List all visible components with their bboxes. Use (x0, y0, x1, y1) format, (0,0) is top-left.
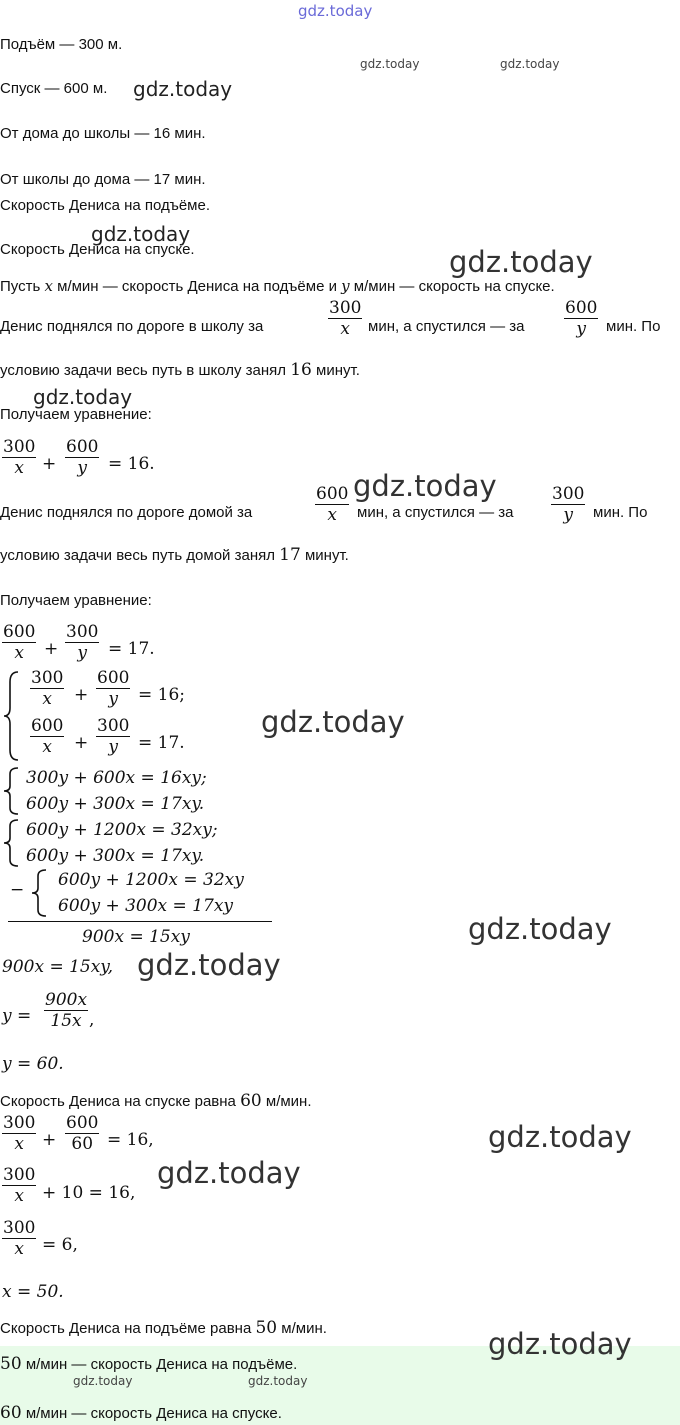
watermark: gdz.today (248, 1374, 308, 1388)
watermark: gdz.today (500, 57, 560, 71)
given-to-school: От дома до школы — 16 мин. (0, 125, 206, 142)
fraction-600-x: $\frac{600}{x}$ (316, 484, 349, 525)
watermark: gdz.today (449, 245, 593, 279)
equation-s1: 300y + 600x = 16xy; (26, 768, 207, 788)
fraction-300-y: $\frac{300}{y}$ (66, 622, 99, 663)
watermark: gdz.today (261, 705, 405, 739)
fraction-600-60: $\frac{600}{60}$ (66, 1113, 99, 1154)
equation-label-1: Получаем уравнение: (0, 406, 152, 423)
result-1: 900x = 15xy, (2, 957, 114, 977)
fraction-300-y: $\frac{300}{y}$ (552, 484, 585, 525)
equation-label-2: Получаем уравнение: (0, 592, 152, 609)
minus-sign: − (10, 880, 25, 900)
equals-17: = 17. (138, 733, 185, 753)
equals-17: = 17. (108, 639, 155, 659)
watermark: gdz.today (73, 1374, 133, 1388)
plus-sign: + (42, 1130, 57, 1150)
watermark: gdz.today (360, 57, 420, 71)
plus-sign: + (42, 454, 57, 474)
para1-b: мин, а спустился — за (368, 318, 525, 335)
plus-sign: + (74, 685, 89, 705)
para1-c: мин. По (606, 318, 661, 335)
fraction-600-y: $\frac{600}{y}$ (97, 668, 130, 709)
watermark: gdz.today (157, 1156, 301, 1190)
para1-a: Денис поднялся по дороге в школу за (0, 318, 264, 335)
watermark: gdz.today (33, 385, 133, 409)
equals-16: = 16, (107, 1130, 154, 1150)
watermark: gdz.today (137, 948, 281, 982)
equals-6: = 6, (42, 1235, 78, 1255)
question-rise: Скорость Дениса на подъёме. (0, 197, 211, 214)
watermark: gdz.today (91, 222, 191, 246)
fraction-900x-15x: $\frac{900x}{15x}$ (45, 990, 88, 1031)
fraction-600-x: $\frac{600}{x}$ (3, 622, 36, 663)
given-rise: Подъём — 300 м. (0, 36, 123, 53)
plus-sign: + (44, 639, 59, 659)
fraction-600-x: $\frac{600}{x}$ (31, 716, 64, 757)
answer-rise: 50 м/мин — скорость Дениса на подъёме. (0, 1354, 298, 1374)
watermark: gdz.today (468, 912, 612, 946)
para2-d: условию задачи весь путь домой занял 17 минут. (0, 545, 349, 565)
watermark-top: gdz.today (298, 2, 373, 20)
rise-speed: Скорость Дениса на подъёме равна 50 м/мин. (0, 1318, 327, 1338)
equation-s4: 600y + 300x = 17xy. (26, 846, 205, 866)
equation-s6: 600y + 300x = 17xy (58, 896, 234, 916)
equation-s5: 600y + 1200x = 32xy (58, 870, 244, 890)
y-equals: y = (2, 1006, 32, 1026)
watermark: gdz.today (353, 469, 497, 503)
comma: , (89, 1010, 95, 1030)
equals-16: = 16; (138, 685, 186, 705)
plus-10-equals-16: + 10 = 16, (42, 1183, 136, 1203)
system-brace (30, 868, 52, 918)
watermark: gdz.today (488, 1120, 632, 1154)
subtraction-line (8, 921, 272, 922)
question-descent: Скорость Дениса на спуске. (0, 241, 195, 258)
answer-descent: 60 м/мин — скорость Дениса на спуске. (0, 1403, 282, 1423)
fraction-600-y: $\frac{600}{y}$ (565, 298, 598, 339)
descent-speed: Скорость Дениса на спуске равна 60 м/мин. (0, 1091, 312, 1111)
fraction-300-x: $\frac{300}{x}$ (329, 298, 362, 339)
given-descent: Спуск — 600 м. (0, 80, 108, 97)
difference: 900x = 15xy (82, 927, 190, 947)
fraction-300-x: $\frac{300}{x}$ (3, 1113, 36, 1154)
y-60: y = 60. (2, 1054, 64, 1074)
fraction-300-y: $\frac{300}{y}$ (97, 716, 130, 757)
watermark: gdz.today (133, 77, 233, 101)
fraction-300-x: $\frac{300}{x}$ (3, 1165, 36, 1206)
system-brace (2, 766, 24, 816)
para1-d: условию задачи весь путь в школу занял 16 минут. (0, 360, 360, 380)
fraction-300-x: $\frac{300}{x}$ (3, 437, 36, 478)
given-from-school: От школы до дома — 17 мин. (0, 171, 206, 188)
plus-sign: + (74, 733, 89, 753)
system-brace (2, 670, 24, 762)
watermark: gdz.today (488, 1327, 632, 1361)
fraction-300-x: $\frac{300}{x}$ (31, 668, 64, 709)
para2-a: Денис поднялся по дороге домой за (0, 504, 253, 521)
para2-b: мин, а спустился — за (357, 504, 514, 521)
fraction-300-x: $\frac{300}{x}$ (3, 1218, 36, 1259)
x-50: x = 50. (2, 1282, 64, 1302)
equals-16: = 16. (108, 454, 155, 474)
equation-s3: 600y + 1200x = 32xy; (26, 820, 218, 840)
fraction-600-y: $\frac{600}{y}$ (66, 437, 99, 478)
system-brace (2, 818, 24, 868)
let-statement: Пусть x м/мин — скорость Дениса на подъёме и y м/мин — скорость на спуске. (0, 277, 555, 295)
equation-s2: 600y + 300x = 17xy. (26, 794, 205, 814)
para2-c: мин. По (593, 504, 648, 521)
